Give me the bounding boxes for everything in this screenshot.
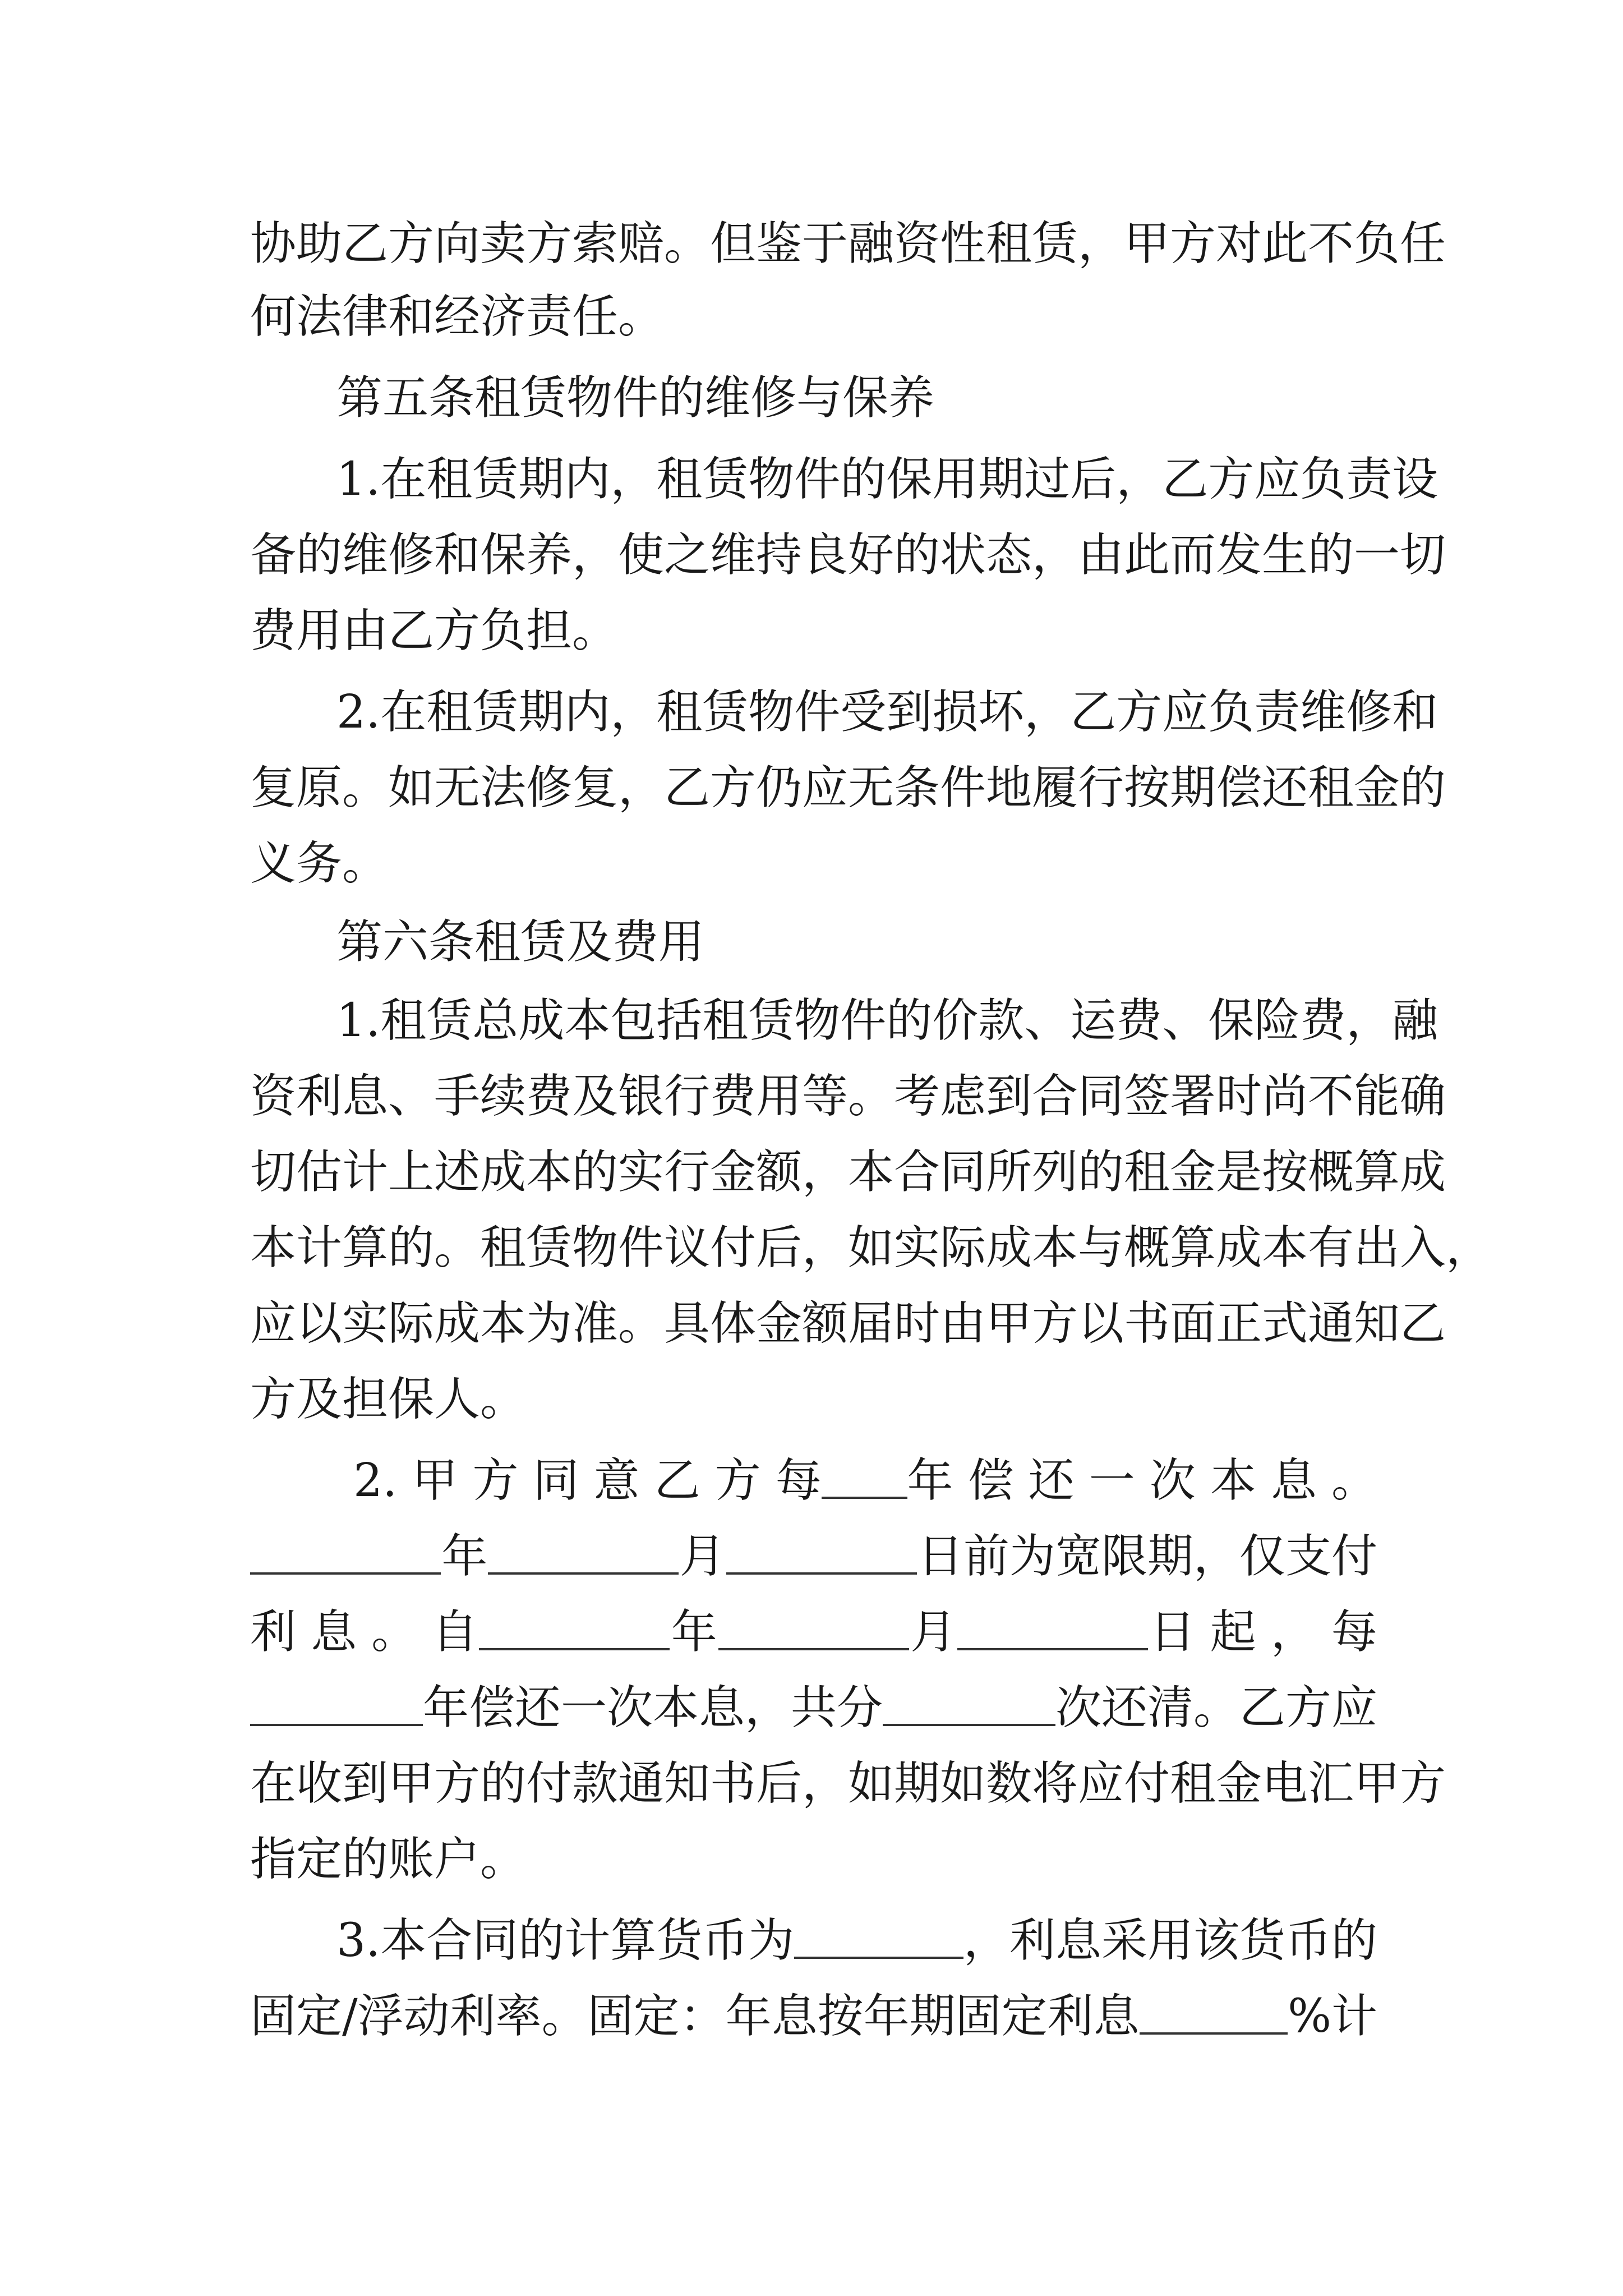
fill-blank: [883, 1690, 1055, 1726]
paragraph-line: 义务。: [250, 837, 389, 890]
paragraph-line: 切估计上述成本的实行金额，本合同所列的租金是按概算成: [250, 1145, 1446, 1199]
fill-blank: [488, 1539, 679, 1575]
fill-blank: [957, 1614, 1148, 1650]
fill-blank: [822, 1463, 907, 1499]
fill-blank: [718, 1614, 909, 1650]
paragraph-line: 费用由乙方负担。: [250, 604, 619, 657]
paragraph-line: 2.在租赁期内，租赁物件受到损坏，乙方应负责维修和: [336, 685, 1438, 739]
paragraph-line: 备的维修和保养，使之维持良好的状态，由此而发生的一切: [250, 528, 1446, 582]
fill-blank: [250, 1539, 441, 1575]
paragraph-line: 应以实际成本为准。具体金额届时由甲方以书面正式通知乙: [250, 1297, 1446, 1350]
clause-2-line-1: 2. 甲 方 同 意 乙 方 每 年 偿 还 一 次 本 息 。: [353, 1454, 1377, 1507]
fill-blank: [794, 1923, 963, 1959]
paragraph-line: 1.在租赁期内，租赁物件的保用期过后，乙方应负责设: [336, 453, 1438, 506]
fill-blank: [726, 1539, 917, 1575]
fill-blank: [479, 1614, 670, 1650]
section-heading-5: 第五条租赁物件的维修与保养: [336, 371, 935, 425]
fill-blank: [1140, 1999, 1288, 2035]
paragraph-line: 本计算的。租赁物件议付后，如实际成本与概算成本有出入，: [250, 1221, 1492, 1274]
paragraph-line: 协助乙方向卖方索赔。但鉴于融资性租赁，甲方对此不负任: [250, 217, 1446, 270]
clause-2-line-4: 年偿还一次本息，共分 次还清。乙方应: [250, 1666, 1377, 1750]
fill-blank: [250, 1690, 423, 1726]
paragraph-line: 方及担保人。: [250, 1373, 527, 1426]
clause-3-line-2: 固定/浮动利率。固定：年息按年期固定利息 %计: [250, 1990, 1377, 2043]
clause-2-line-6: 指定的账户。: [250, 1833, 527, 1886]
paragraph-line: 1.租赁总成本包括租赁物件的价款、运费、保险费，融: [336, 994, 1438, 1047]
clause-3-line-1: 3.本合同的计算货币为 ，利息采用该货币的: [336, 1914, 1377, 1967]
paragraph-line: 何法律和经济责任。: [250, 290, 665, 343]
section-heading-6: 第六条租赁及费用: [336, 915, 705, 969]
clause-2-line-5: 在收到甲方的付款通知书后，如期如数将应付租金电汇甲方: [250, 1757, 1446, 1810]
paragraph-line: 复原。如无法修复，乙方仍应无条件地履行按期偿还租金的: [250, 761, 1446, 815]
clause-2-line-2: 年 月 日前为宽限期，仅支付: [250, 1515, 1377, 1599]
clause-2-line-3: 利 息 。 自 年 月 日 起 ， 每: [250, 1605, 1377, 1659]
paragraph-line: 资利息、手续费及银行费用等。考虑到合同签署时尚不能确: [250, 1070, 1446, 1123]
